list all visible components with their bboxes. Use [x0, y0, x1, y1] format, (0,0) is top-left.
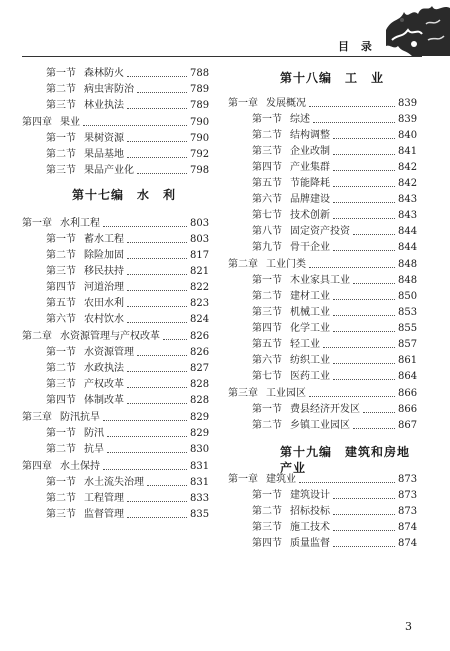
entry-page-number: 833	[190, 493, 210, 504]
dot-leader	[313, 122, 395, 123]
entry-label: 第二章	[228, 259, 258, 270]
entry-label: 第七节	[252, 210, 282, 221]
toc-section-entry	[22, 377, 212, 392]
dot-leader	[127, 157, 187, 158]
entry-page-number: 844	[398, 242, 418, 253]
toc-section-entry	[228, 369, 418, 384]
entry-title: 费县经济开发区	[290, 404, 360, 415]
entry-label: 第五节	[46, 298, 76, 309]
dot-leader	[309, 267, 395, 268]
entry-label: 第四节	[46, 395, 76, 406]
entry-label: 第一节	[46, 234, 76, 245]
dot-leader	[309, 396, 395, 397]
entry-page-number: 866	[398, 388, 418, 399]
entry-title: 建筑设计	[290, 490, 330, 501]
toc-section-entry	[22, 296, 212, 311]
entry-title: 化学工业	[290, 323, 330, 334]
entry-page-number: 827	[190, 363, 210, 374]
entry-page-number: 842	[398, 178, 418, 189]
entry-title: 发展概况	[266, 98, 306, 109]
entry-label: 第二节	[46, 250, 76, 261]
entry-label: 第三节	[46, 100, 76, 111]
entry-label: 第二节	[46, 444, 76, 455]
toc-chapter-entry	[228, 257, 418, 272]
toc-chapter-entry	[228, 386, 418, 401]
toc-section-entry	[228, 488, 418, 503]
dot-leader	[333, 186, 395, 187]
toc-section-entry	[228, 273, 418, 288]
page-number: 3	[405, 620, 412, 633]
dot-leader	[137, 92, 187, 93]
entry-label: 第一节	[46, 428, 76, 439]
toc-section-entry	[22, 232, 212, 247]
entry-title: 品牌建设	[290, 194, 330, 205]
entry-label: 第一章	[228, 98, 258, 109]
entry-label: 第三节	[46, 266, 76, 277]
entry-label: 第九节	[252, 242, 282, 253]
entry-page-number: 842	[398, 162, 418, 173]
entry-page-number: 850	[398, 291, 418, 302]
toc-chapter-entry	[22, 115, 212, 130]
entry-page-number: 829	[190, 412, 210, 423]
part-heading: 第十七编 水 利	[72, 188, 177, 202]
entry-page-number: 866	[398, 404, 418, 415]
entry-page-number: 848	[398, 259, 418, 270]
dot-leader	[103, 420, 187, 421]
toc-section-entry	[228, 305, 418, 320]
entry-title: 水土流失治理	[84, 477, 144, 488]
entry-page-number: 788	[190, 68, 210, 79]
dot-leader	[333, 363, 395, 364]
toc-section-entry	[228, 192, 418, 207]
dot-leader	[333, 315, 395, 316]
toc-left-column	[22, 66, 212, 586]
entry-page-number: 792	[190, 149, 210, 160]
entry-label: 第一节	[252, 404, 282, 415]
header-divider	[22, 56, 422, 57]
entry-label: 第二节	[252, 506, 282, 517]
entry-page-number: 843	[398, 210, 418, 221]
entry-title: 纺织工业	[290, 355, 330, 366]
entry-page-number: 861	[398, 355, 418, 366]
dot-leader	[333, 202, 395, 203]
toc-section-entry	[22, 248, 212, 263]
entry-label: 第三节	[252, 307, 282, 318]
entry-page-number: 830	[190, 444, 210, 455]
dot-leader	[127, 403, 187, 404]
dot-leader	[333, 514, 395, 515]
entry-page-number: 828	[190, 395, 210, 406]
entry-page-number: 843	[398, 194, 418, 205]
entry-page-number: 848	[398, 275, 418, 286]
dot-leader	[127, 242, 187, 243]
entry-page-number: 831	[190, 477, 210, 488]
toc-section-entry	[228, 160, 418, 175]
entry-label: 第二章	[22, 331, 52, 342]
dot-leader	[107, 452, 187, 453]
entry-title: 水土保持	[60, 461, 100, 472]
dot-leader	[127, 322, 187, 323]
dot-leader	[333, 379, 395, 380]
toc-section-entry	[22, 475, 212, 490]
toc-section-entry	[228, 144, 418, 159]
toc-section-entry	[228, 128, 418, 143]
entry-label: 第二节	[252, 420, 282, 431]
entry-title: 建筑业	[266, 474, 296, 485]
toc-section-entry	[228, 112, 418, 127]
entry-title: 果树资源	[84, 133, 124, 144]
toc-section-entry	[22, 147, 212, 162]
entry-label: 第一节	[252, 490, 282, 501]
entry-label: 第三章	[22, 412, 52, 423]
entry-title: 体制改革	[84, 395, 124, 406]
toc-chapter-entry	[22, 216, 212, 231]
entry-label: 第五节	[252, 339, 282, 350]
part-heading: 第十九编 建筑和房地产业	[280, 445, 411, 475]
entry-label: 第六节	[252, 355, 282, 366]
entry-title: 移民扶持	[84, 266, 124, 277]
dot-leader	[127, 108, 187, 109]
dot-leader	[333, 530, 395, 531]
entry-label: 第四节	[252, 538, 282, 549]
entry-label: 第四章	[22, 117, 52, 128]
toc-section-entry	[22, 442, 212, 457]
entry-label: 第一节	[252, 275, 282, 286]
entry-title: 结构调整	[290, 130, 330, 141]
entry-label: 第三节	[46, 509, 76, 520]
entry-label: 第二节	[252, 291, 282, 302]
dot-leader	[103, 226, 187, 227]
entry-title: 病虫害防治	[84, 84, 134, 95]
entry-title: 果品产业化	[84, 165, 134, 176]
entry-label: 第三章	[228, 388, 258, 399]
entry-page-number: 798	[190, 165, 210, 176]
entry-title: 水资源管理	[84, 347, 134, 358]
entry-title: 防汛	[84, 428, 104, 439]
entry-title: 轻工业	[290, 339, 320, 350]
entry-page-number: 873	[398, 490, 418, 501]
entry-page-number: 874	[398, 538, 418, 549]
entry-page-number: 864	[398, 371, 418, 382]
dot-leader	[333, 154, 395, 155]
toc-section-entry	[228, 402, 418, 417]
dot-leader	[147, 485, 187, 486]
toc-section-entry	[22, 426, 212, 441]
toc-section-entry	[228, 208, 418, 223]
entry-label: 第四节	[252, 323, 282, 334]
entry-label: 第二节	[46, 149, 76, 160]
toc-section-entry	[228, 520, 418, 535]
entry-page-number: 826	[190, 347, 210, 358]
dot-leader	[333, 170, 395, 171]
entry-page-number: 821	[190, 266, 210, 277]
entry-page-number: 817	[190, 250, 210, 261]
toc-section-entry	[22, 98, 212, 113]
dot-leader	[127, 258, 187, 259]
entry-page-number: 789	[190, 100, 210, 111]
toc-section-entry	[228, 176, 418, 191]
entry-title: 林业执法	[84, 100, 124, 111]
entry-title: 骨干企业	[290, 242, 330, 253]
entry-page-number: 803	[190, 234, 210, 245]
entry-title: 农田水利	[84, 298, 124, 309]
entry-title: 抗旱	[84, 444, 104, 455]
toc-section-entry	[228, 321, 418, 336]
dot-leader	[333, 218, 395, 219]
toc-right-column	[228, 72, 418, 612]
entry-page-number: 873	[398, 506, 418, 517]
toc-section-entry	[22, 345, 212, 360]
entry-label: 第三节	[46, 165, 76, 176]
toc-section-entry	[22, 507, 212, 522]
entry-label: 第一章	[22, 218, 52, 229]
dot-leader	[107, 436, 187, 437]
entry-label: 第五节	[252, 178, 282, 189]
dot-leader	[333, 299, 395, 300]
entry-title: 企业改制	[290, 146, 330, 157]
dot-leader	[353, 428, 395, 429]
entry-title: 机械工业	[290, 307, 330, 318]
page-header	[0, 0, 450, 58]
entry-title: 综述	[290, 114, 310, 125]
toc-section-entry	[22, 393, 212, 408]
entry-label: 第三节	[252, 146, 282, 157]
dot-leader	[127, 290, 187, 291]
entry-page-number: 841	[398, 146, 418, 157]
entry-title: 农村饮水	[84, 314, 124, 325]
entry-page-number: 840	[398, 130, 418, 141]
entry-title: 施工技术	[290, 522, 330, 533]
entry-title: 果业	[60, 117, 80, 128]
dot-leader	[127, 306, 187, 307]
entry-label: 第四节	[46, 282, 76, 293]
toc-chapter-entry	[22, 410, 212, 425]
dot-leader	[137, 355, 187, 356]
entry-title: 建材工业	[290, 291, 330, 302]
toc-chapter-entry	[22, 459, 212, 474]
entry-page-number: 828	[190, 379, 210, 390]
toc-section-entry	[228, 337, 418, 352]
entry-title: 监督管理	[84, 509, 124, 520]
entry-title: 乡镇工业园区	[290, 420, 350, 431]
dot-leader	[333, 498, 395, 499]
entry-title: 水利工程	[60, 218, 100, 229]
entry-label: 第一节	[46, 68, 76, 79]
toc-section-entry	[228, 418, 418, 433]
entry-title: 固定资产投资	[290, 226, 350, 237]
entry-title: 工业门类	[266, 259, 306, 270]
dot-leader	[333, 138, 395, 139]
toc-chapter-entry	[228, 472, 418, 487]
dot-leader	[333, 250, 395, 251]
dot-leader	[127, 76, 187, 77]
toc-chapter-entry	[228, 96, 418, 111]
entry-page-number: 826	[190, 331, 210, 342]
dot-leader	[323, 347, 395, 348]
toc-section-entry	[22, 82, 212, 97]
dot-leader	[353, 234, 395, 235]
entry-label: 第四节	[252, 162, 282, 173]
entry-title: 水资源管理与产权改革	[60, 331, 160, 342]
entry-title: 防汛抗旱	[60, 412, 100, 423]
entry-page-number: 867	[398, 420, 418, 431]
entry-title: 蓄水工程	[84, 234, 124, 245]
entry-label: 第一节	[46, 133, 76, 144]
entry-page-number: 855	[398, 323, 418, 334]
entry-label: 第一章	[228, 474, 258, 485]
toc-section-entry	[22, 312, 212, 327]
entry-label: 第一节	[46, 347, 76, 358]
toc-section-entry	[228, 353, 418, 368]
entry-title: 除险加固	[84, 250, 124, 261]
entry-label: 第三节	[252, 522, 282, 533]
entry-label: 第三节	[46, 379, 76, 390]
entry-title: 工业园区	[266, 388, 306, 399]
dot-leader	[127, 517, 187, 518]
dot-leader	[353, 283, 395, 284]
toc-section-entry	[22, 66, 212, 81]
entry-title: 水政执法	[84, 363, 124, 374]
toc-section-entry	[22, 264, 212, 279]
entry-page-number: 829	[190, 428, 210, 439]
entry-label: 第二节	[46, 493, 76, 504]
entry-label: 第二节	[46, 363, 76, 374]
entry-label: 第四章	[22, 461, 52, 472]
toc-section-entry	[228, 536, 418, 551]
entry-page-number: 823	[190, 298, 210, 309]
entry-page-number: 839	[398, 98, 418, 109]
dot-leader	[299, 482, 395, 483]
entry-label: 第六节	[252, 194, 282, 205]
entry-title: 工程管理	[84, 493, 124, 504]
dot-leader	[127, 141, 187, 142]
header-title: 目 录	[338, 40, 376, 53]
entry-page-number: 874	[398, 522, 418, 533]
dot-leader	[333, 546, 395, 547]
entry-title: 质量监督	[290, 538, 330, 549]
toc-chapter-entry	[22, 329, 212, 344]
dot-leader	[137, 173, 187, 174]
entry-page-number: 835	[190, 509, 210, 520]
entry-page-number: 790	[190, 133, 210, 144]
entry-title: 节能降耗	[290, 178, 330, 189]
toc-section-entry	[228, 289, 418, 304]
entry-title: 木业家具工业	[290, 275, 350, 286]
dot-leader	[83, 125, 187, 126]
toc-section-entry	[22, 131, 212, 146]
dot-leader	[309, 106, 395, 107]
toc-section-entry	[22, 491, 212, 506]
entry-page-number: 803	[190, 218, 210, 229]
entry-title: 招标投标	[290, 506, 330, 517]
dot-leader	[103, 469, 187, 470]
entry-title: 产业集群	[290, 162, 330, 173]
entry-label: 第二节	[252, 130, 282, 141]
entry-label: 第七节	[252, 371, 282, 382]
dot-leader	[127, 371, 187, 372]
entry-title: 技术创新	[290, 210, 330, 221]
entry-title: 森林防火	[84, 68, 124, 79]
entry-label: 第六节	[46, 314, 76, 325]
entry-page-number: 839	[398, 114, 418, 125]
entry-label: 第一节	[46, 477, 76, 488]
entry-page-number: 789	[190, 84, 210, 95]
dot-leader	[127, 274, 187, 275]
entry-page-number: 844	[398, 226, 418, 237]
entry-label: 第一节	[252, 114, 282, 125]
toc-section-entry	[228, 224, 418, 239]
toc-section-entry	[228, 504, 418, 519]
toc-section-entry	[22, 163, 212, 178]
entry-page-number: 857	[398, 339, 418, 350]
entry-page-number: 790	[190, 117, 210, 128]
entry-title: 医药工业	[290, 371, 330, 382]
entry-page-number: 822	[190, 282, 210, 293]
toc-section-entry	[22, 361, 212, 376]
entry-label: 第八节	[252, 226, 282, 237]
toc-section-entry	[228, 240, 418, 255]
part-heading: 第十八编 工 业	[280, 71, 385, 85]
dot-leader	[127, 387, 187, 388]
entry-page-number: 824	[190, 314, 210, 325]
entry-page-number: 831	[190, 461, 210, 472]
entry-title: 果品基地	[84, 149, 124, 160]
entry-label: 第二节	[46, 84, 76, 95]
ink-ornament-image	[382, 0, 450, 56]
entry-page-number: 873	[398, 474, 418, 485]
toc-section-entry	[22, 280, 212, 295]
dot-leader	[127, 501, 187, 502]
dot-leader	[163, 339, 187, 340]
entry-title: 产权改革	[84, 379, 124, 390]
entry-title: 河道治理	[84, 282, 124, 293]
dot-leader	[333, 331, 395, 332]
entry-page-number: 853	[398, 307, 418, 318]
dot-leader	[363, 412, 395, 413]
